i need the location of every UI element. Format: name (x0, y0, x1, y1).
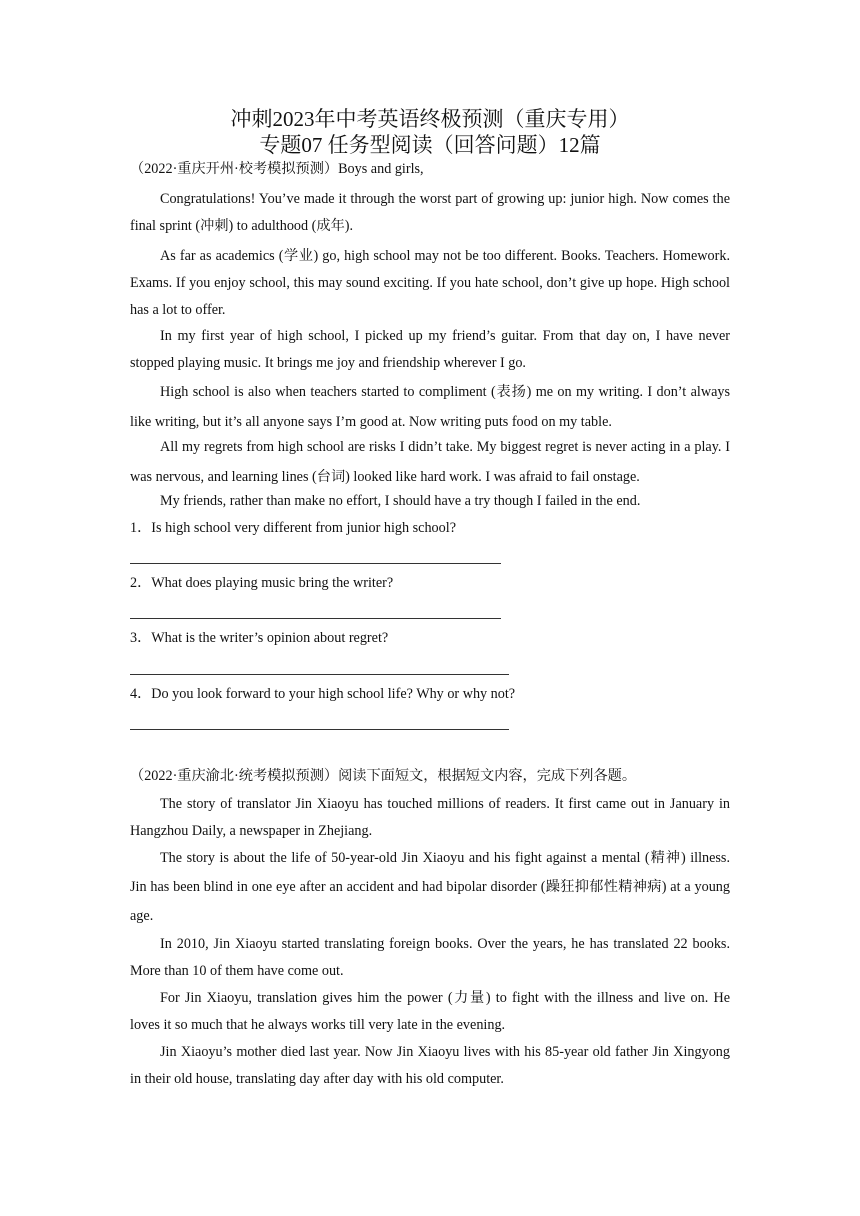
passage1-source: （2022·重庆开州·校考模拟预测） (130, 161, 339, 177)
passage1-paragraph: In my first year of high school, I picked up my friend’s guitar. From that day on, I have never stopped playing music. It brings me joy and friendship wherever I go. (130, 328, 730, 371)
question-1: 1．Is high school very different from junior high school? (130, 520, 456, 536)
document-title-line1: 冲刺2023年中考英语终极预测（重庆专用） (230, 107, 630, 131)
passage2-paragraph: In 2010, Jin Xiaoyu started translating foreign books. Over the years, he has translated 22 books. More than 10 of them have come out. (130, 936, 730, 979)
passage2-paragraph: The story is about the life of 50-year-old Jin Xiaoyu and his fight against a mental (精神) illness. Jin has been blind in one eye after an accident and had bipolar disorder (躁狂抑郁性精神病) at a young age. (130, 850, 730, 924)
passage2-paragraph: Jin Xiaoyu’s mother died last year. Now Jin Xiaoyu lives with his 85-year old father Jin Xingyong in their old house, translating day after day with his old computer. (130, 1044, 730, 1087)
passage1-paragraph: As far as academics (学业) go, high school may not be too different. Books. Teachers. Homework. Exams. If you enjoy school, this may sound exciting. If you hate school, don’t give up hope. High school has a lot to offer. (130, 248, 730, 318)
passage2-paragraph: The story of translator Jin Xiaoyu has touched millions of readers. It first came out in January in Hangzhou Daily, a newspaper in Zhejiang. (130, 796, 730, 839)
answer-line-1[interactable] (130, 563, 501, 564)
question-3: 3．What is the writer’s opinion about regret? (130, 630, 389, 646)
passage1-paragraph: My friends, rather than make no effort, I should have a try though I failed in the end. (160, 493, 641, 509)
document-title-line2: 专题07 任务型阅读（回答问题）12篇 (259, 133, 601, 157)
answer-line-4[interactable] (130, 729, 509, 730)
passage1-paragraph: All my regrets from high school are risks I didn’t take. My biggest regret is never acting in a play. I was nervous, and learning lines (台词) looked like hard work. I was afraid to fail onstage. (130, 439, 730, 485)
answer-line-2[interactable] (130, 618, 501, 619)
passage1-greeting: Boys and girls, (338, 161, 424, 177)
passage1-header (130, 157, 730, 181)
question-2: 2．What does playing music bring the writer? (130, 575, 394, 591)
answer-line-3[interactable] (130, 674, 509, 675)
passage2-paragraph: For Jin Xiaoyu, translation gives him the power (力量) to fight with the illness and live on. He loves it so much that he always works till very late in the evening. (130, 990, 730, 1033)
question-4: 4．Do you look forward to your high school life? Why or why not? (130, 686, 516, 702)
passage1-paragraph: High school is also when teachers started to compliment (表扬) me on my writing. I don’t always like writing, but it’s all anyone says I’m good at. Now writing puts food on my table. (130, 384, 730, 430)
passage1-paragraph: Congratulations! You’ve made it through the worst part of growing up: junior high. Now comes the final sprint (冲刺) to adulthood (成年). (130, 191, 730, 234)
passage2-intro: （2022·重庆渝北·统考模拟预测）阅读下面短文，根据短文内容，完成下列各题。 (130, 768, 637, 784)
